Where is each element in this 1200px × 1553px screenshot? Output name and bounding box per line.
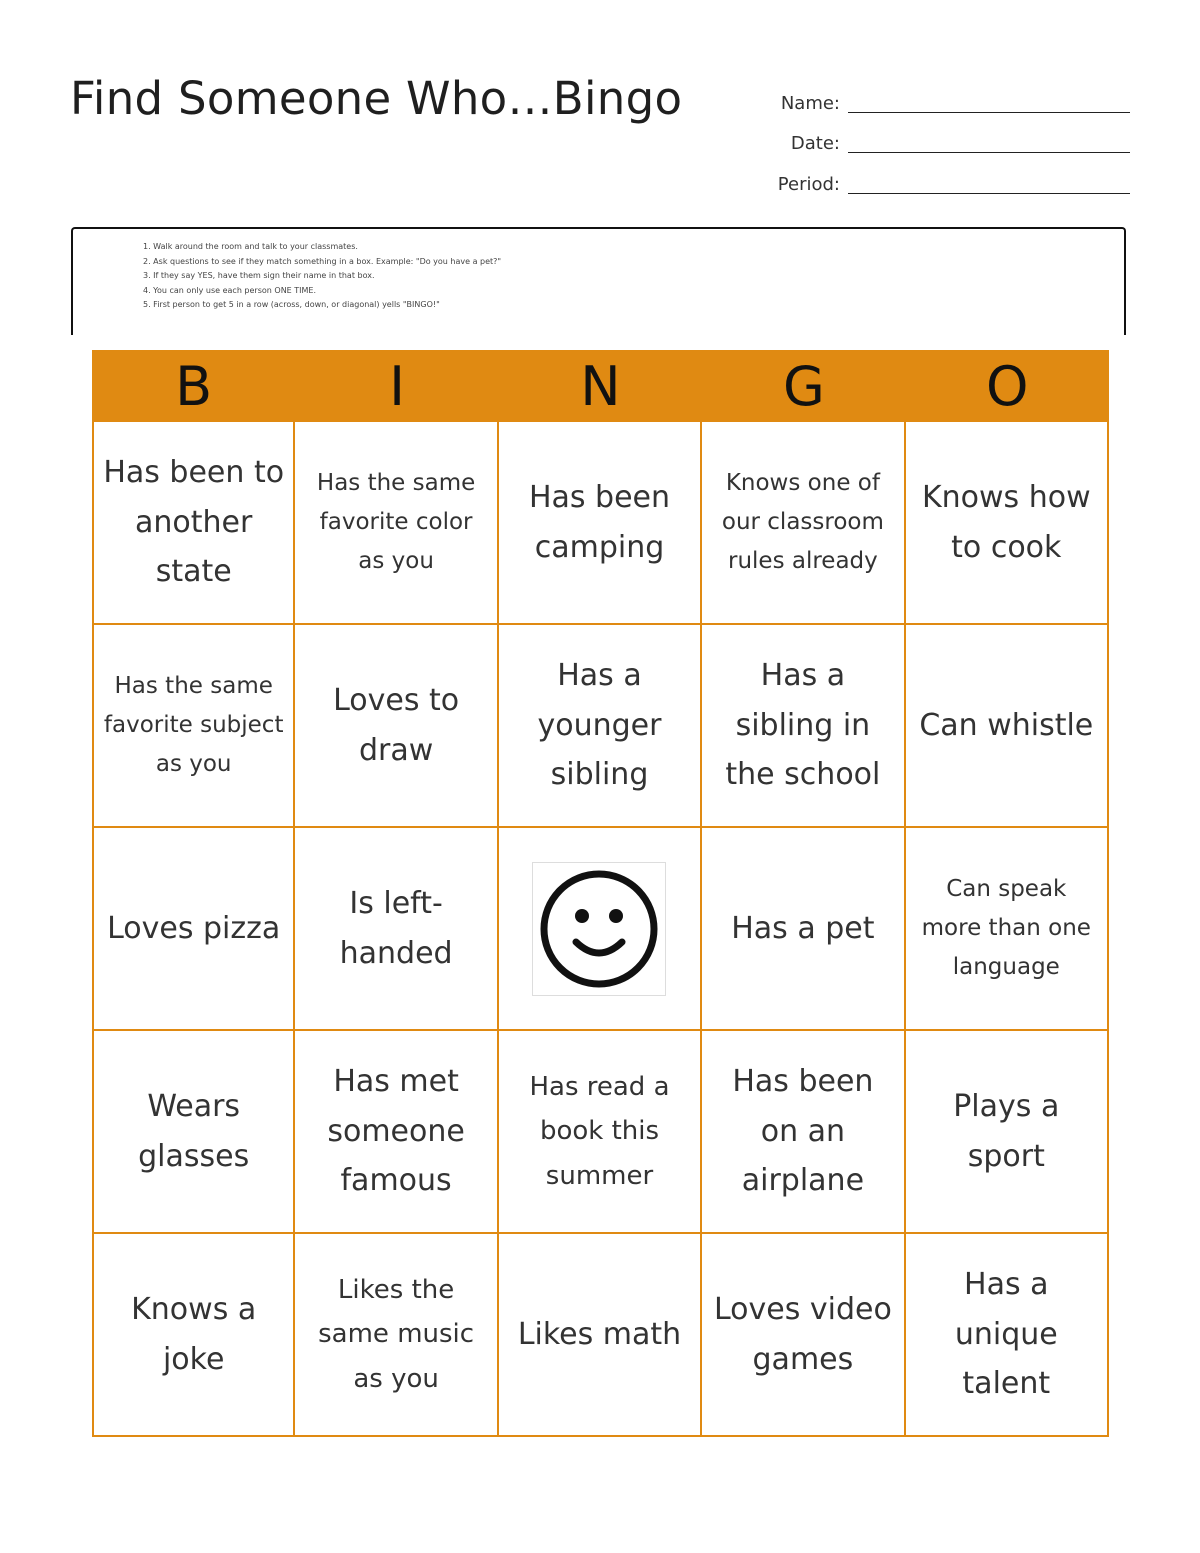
header-letter-b: B [92, 350, 295, 422]
instruction-item: 4. You can only use each person ONE TIME. [143, 285, 317, 295]
bingo-board [92, 350, 1109, 1438]
free-space-cell[interactable] [499, 828, 702, 1031]
name-field[interactable] [848, 112, 1130, 113]
date-field[interactable] [848, 152, 1130, 153]
name-label: Name: [780, 92, 840, 114]
period-label: Period: [777, 173, 840, 195]
bingo-cell[interactable]: Knows how to cook [906, 422, 1109, 625]
name-field-row [760, 72, 1130, 113]
bingo-cell[interactable]: Knows one of our classroom rules already [702, 422, 905, 625]
bingo-cell[interactable]: Loves video games [702, 1234, 905, 1437]
instructions-list [73, 229, 1124, 313]
bingo-cell[interactable]: Knows a joke [92, 1234, 295, 1437]
bingo-cell[interactable]: Has been to another state [92, 422, 295, 625]
bingo-cell[interactable]: Plays a sport [906, 1031, 1109, 1234]
free-space-box [532, 862, 666, 996]
period-field-row [760, 153, 1130, 194]
bingo-cell[interactable]: Has met someone famous [295, 1031, 498, 1234]
bingo-cell[interactable]: Loves to draw [295, 625, 498, 828]
page-title: Find Someone Who…Bingo [70, 72, 683, 125]
header-letter-o: O [906, 350, 1109, 422]
bingo-cell[interactable]: Has a younger sibling [499, 625, 702, 828]
bingo-cell[interactable]: Likes the same music as you [295, 1234, 498, 1437]
instruction-item: 3. If they say YES, have them sign their name in that box. [143, 271, 375, 280]
bingo-cell[interactable]: Loves pizza [92, 828, 295, 1031]
date-label: Date: [790, 133, 840, 154]
header-letter-i: I [295, 350, 498, 422]
student-info-fields [760, 72, 1130, 194]
bingo-cell[interactable]: Has the same favorite color as you [295, 422, 498, 625]
bingo-cell[interactable]: Has a unique talent [906, 1234, 1109, 1437]
bingo-cell[interactable]: Is left-handed [295, 828, 498, 1031]
bingo-cell[interactable]: Has a pet [702, 828, 905, 1031]
bingo-cell[interactable]: Has been camping [499, 422, 702, 625]
date-field-row [760, 113, 1130, 154]
smiley-face-icon [538, 868, 660, 990]
header-letter-g: G [702, 350, 905, 422]
instruction-item: 2. Ask questions to see if they match something in a box. Example: "Do you have a pet?" [143, 256, 502, 266]
bingo-cell[interactable]: Has the same favorite subject as you [92, 625, 295, 828]
bingo-cell[interactable]: Can speak more than one language [906, 828, 1109, 1031]
header-letter-n: N [499, 350, 702, 422]
period-field[interactable] [848, 193, 1130, 194]
bingo-cell[interactable]: Has a sibling in the school [702, 625, 905, 828]
instruction-item: 1. Walk around the room and talk to your classmates. [143, 242, 358, 251]
instruction-item: 5. First person to get 5 in a row (across, down, or diagonal) yells "BINGO!" [143, 300, 440, 309]
bingo-cell[interactable]: Has been on an airplane [702, 1031, 905, 1234]
bingo-cell[interactable]: Likes math [499, 1234, 702, 1437]
instructions-box [71, 227, 1126, 335]
bingo-cell[interactable]: Wears glasses [92, 1031, 295, 1234]
bingo-cell[interactable]: Can whistle [906, 625, 1109, 828]
bingo-cell[interactable]: Has read a book this summer [499, 1031, 702, 1234]
